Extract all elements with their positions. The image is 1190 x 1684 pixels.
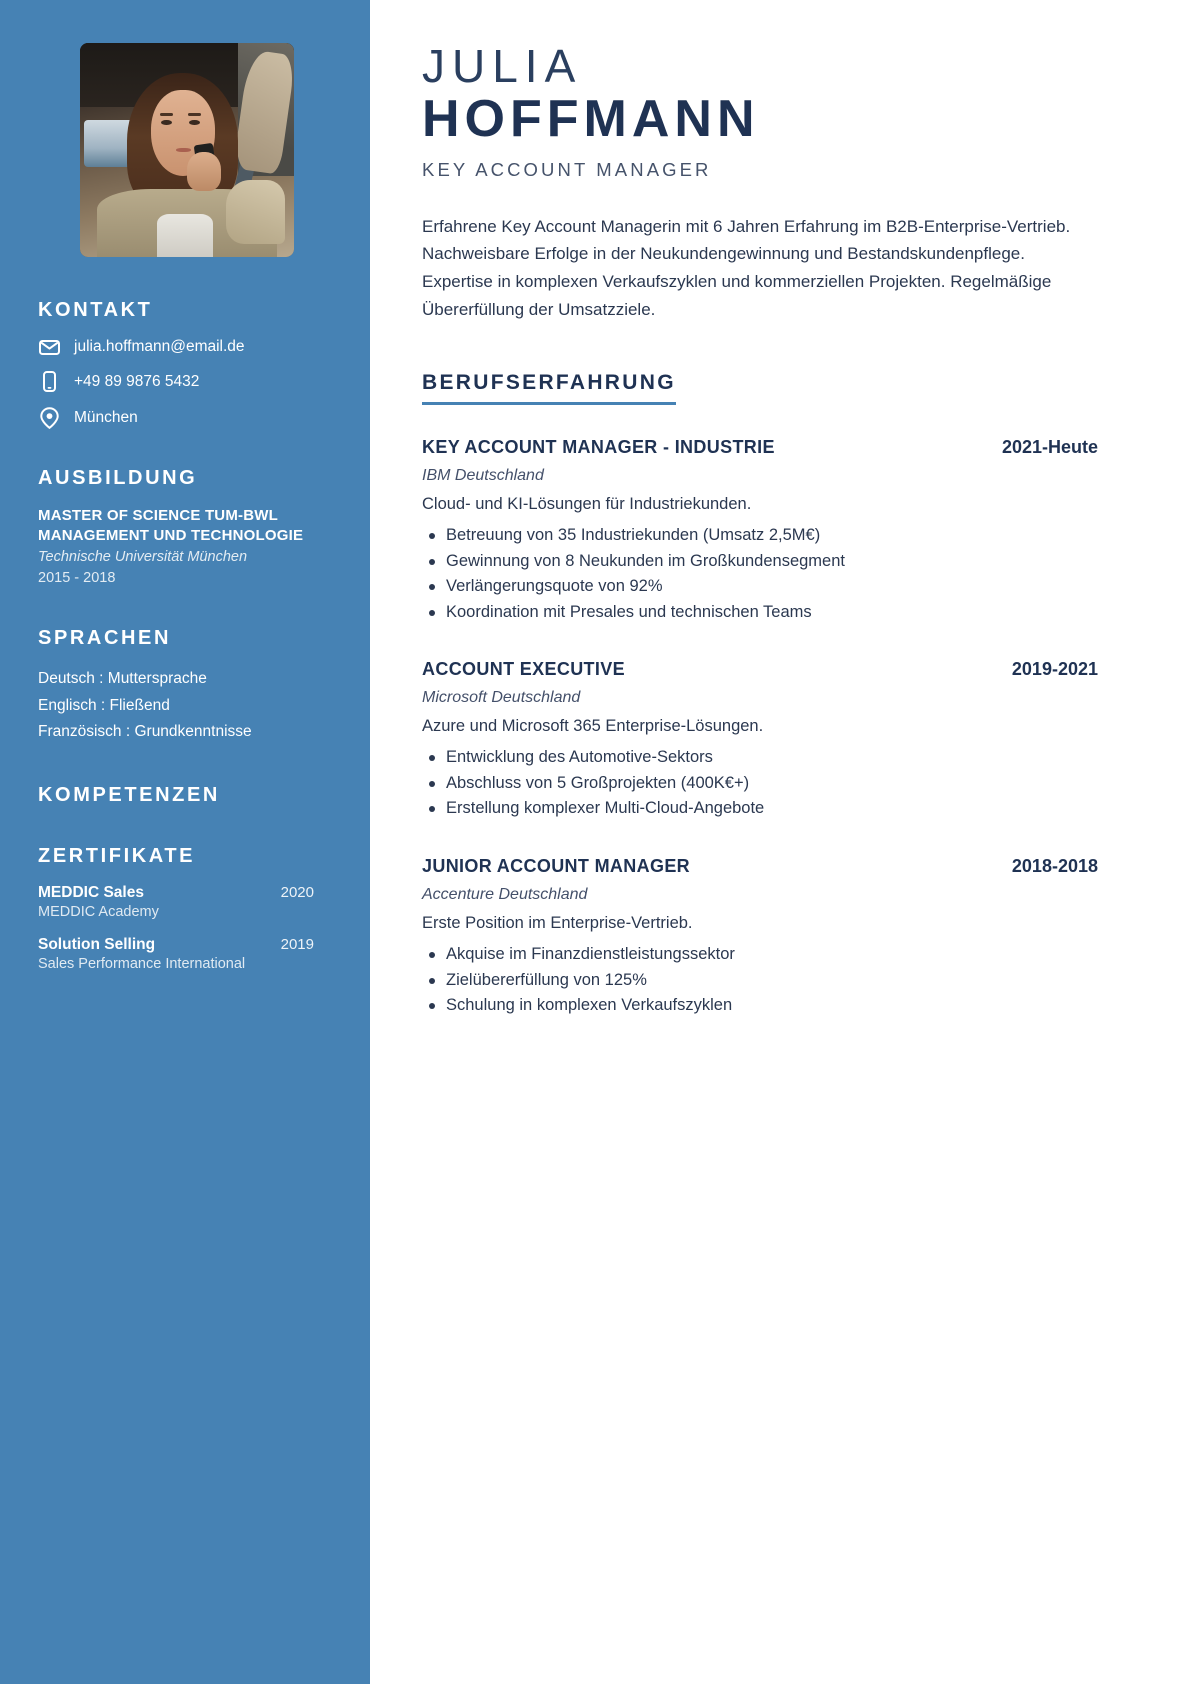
certificate-year: 2019 <box>280 935 314 953</box>
job-bullet-list <box>422 942 1098 1019</box>
job-role: KEY ACCOUNT MANAGER - INDUSTRIE <box>422 437 775 458</box>
education-degree: MASTER OF SCIENCE TUM-BWL MANAGEMENT UND TECHNOLOGIE <box>38 507 304 544</box>
job-bullet: Schulung in komplexen Verkaufszyklen <box>422 993 1098 1019</box>
language-item: Englisch : Fließend <box>38 696 170 714</box>
job-bullet: Akquise im Finanzdienstleistungssektor <box>422 942 1098 968</box>
page-title: KEY ACCOUNT MANAGER <box>422 158 712 180</box>
job-bullet-list <box>422 745 1098 822</box>
job-bullet-list <box>422 523 1098 625</box>
job-company: Accenture Deutschland <box>422 885 588 903</box>
job-bullet: Verlängerungsquote von 92% <box>422 574 1098 600</box>
education-years: 2015 - 2018 <box>38 569 116 586</box>
contact-location-value: München <box>74 409 138 426</box>
skills-heading: KOMPETENZEN <box>38 783 220 806</box>
job-description: Erste Position im Enterprise-Vertrieb. <box>422 913 693 932</box>
job-bullet: Entwicklung des Automotive-Sektors <box>422 745 1098 771</box>
phone-icon <box>38 371 60 392</box>
certificate-year: 2020 <box>280 883 314 901</box>
education-school: Technische Universität München <box>38 548 248 565</box>
profile-summary: Erfahrene Key Account Managerin mit 6 Jahren Erfahrung im B2B-Enterprise-Vertrieb. Nachweisbare Erfolge in der Neukundengewinnung und Bestandskundenpflege. Expertise in komplexen Verkaufszyklen und kommerziellen Projekten. Regelmäßige Übererfüllung der Umsatzziele. <box>422 216 1071 319</box>
job-period: 2019-2021 <box>1011 659 1098 680</box>
certificate-item <box>38 936 336 972</box>
avatar <box>80 43 294 257</box>
job-bullet: Betreuung von 35 Industriekunden (Umsatz 2,5M€) <box>422 523 1098 549</box>
job-company: IBM Deutschland <box>422 467 544 485</box>
sidebar <box>0 0 370 1684</box>
certificate-name: MEDDIC Sales <box>38 883 144 901</box>
job-role: ACCOUNT EXECUTIVE <box>422 659 625 680</box>
education-heading: AUSBILDUNG <box>38 467 198 489</box>
experience-heading: BERUFSERFAHRUNG <box>422 371 676 405</box>
job-description: Cloud- und KI-Lösungen für Industriekunden. <box>422 495 752 514</box>
job-bullet: Abschluss von 5 Großprojekten (400K€+) <box>422 771 1098 797</box>
education-item <box>38 506 336 589</box>
main-content <box>370 0 1190 1684</box>
job-bullet: Erstellung komplexer Multi-Cloud-Angebote <box>422 796 1098 822</box>
profile-photo-image <box>80 43 294 257</box>
experience-item <box>422 659 1098 822</box>
contact-item-phone[interactable] <box>38 371 336 392</box>
languages-heading: SPRACHEN <box>38 626 172 649</box>
job-bullet: Gewinnung von 8 Neukunden im Großkundensegment <box>422 549 1098 575</box>
job-bullet: Zielübererfüllung von 125% <box>422 968 1098 994</box>
contact-item-email[interactable] <box>38 338 336 356</box>
contact-item-location[interactable] <box>38 407 336 429</box>
job-description: Azure und Microsoft 365 Enterprise-Lösungen. <box>422 717 764 736</box>
first-name: JULIA <box>422 40 583 92</box>
language-item: Französisch : Grundkenntnisse <box>38 723 252 741</box>
contact-phone-value: +49 89 9876 5432 <box>74 372 200 390</box>
certificates-heading: ZERTIFIKATE <box>38 844 196 867</box>
certificate-name: Solution Selling <box>38 935 156 953</box>
experience-item <box>422 437 1098 625</box>
job-role: JUNIOR ACCOUNT MANAGER <box>422 855 691 876</box>
job-period: 2021-Heute <box>1001 437 1098 458</box>
envelope-icon <box>38 340 60 355</box>
language-item: Deutsch : Muttersprache <box>38 669 207 687</box>
certificate-issuer: Sales Performance International <box>38 955 246 972</box>
job-company: Microsoft Deutschland <box>422 689 581 707</box>
contact-email-value: julia.hoffmann@email.de <box>74 338 245 355</box>
last-name: HOFFMANN <box>422 89 760 148</box>
location-pin-icon <box>38 407 60 429</box>
job-bullet: Koordination mit Presales und technischen Teams <box>422 600 1098 626</box>
certificate-item <box>38 884 336 920</box>
languages-list <box>38 666 336 746</box>
experience-item <box>422 856 1098 1019</box>
job-period: 2018-2018 <box>1011 855 1098 876</box>
contact-heading: KONTAKT <box>38 299 153 321</box>
certificate-issuer: MEDDIC Academy <box>38 903 159 920</box>
